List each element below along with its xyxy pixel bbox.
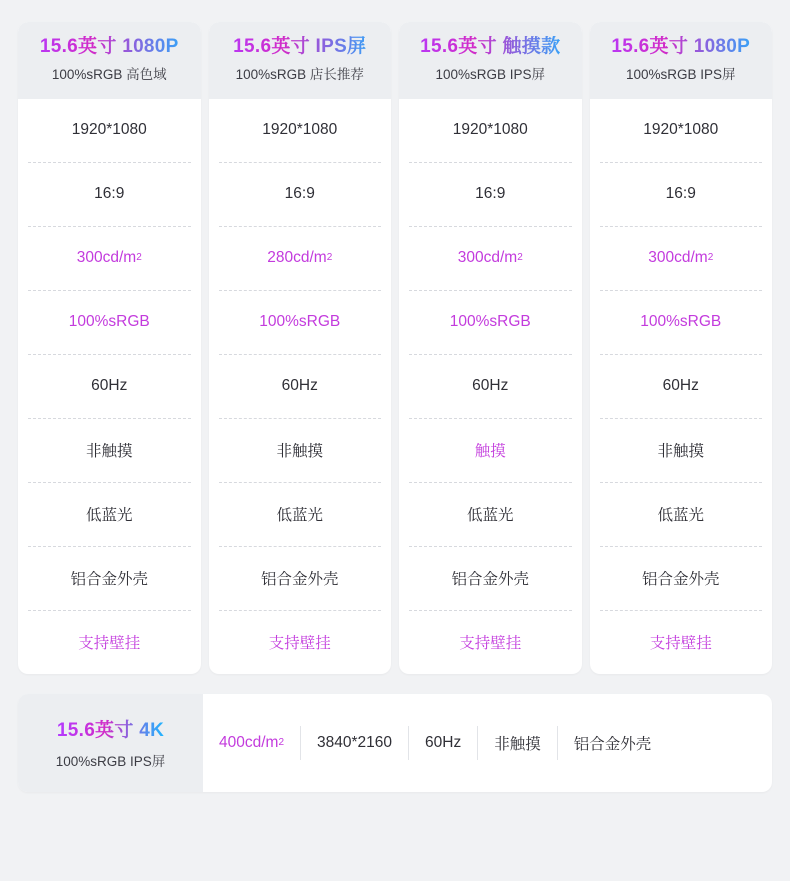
spec-row	[600, 355, 763, 419]
spec-value: 1920*1080	[643, 121, 719, 139]
spec-row	[28, 355, 191, 419]
card-title: 15.6英寸 1080P	[24, 36, 195, 59]
spec-value: 铝合金外壳	[70, 571, 148, 589]
spec-value: 低蓝光	[85, 507, 133, 525]
spec-value: 100%sRGB	[68, 313, 150, 331]
spec-row: 300cd/m 2	[600, 227, 763, 291]
spec-value: 1920*1080	[452, 121, 528, 139]
spec-cell	[478, 726, 558, 760]
spec-row	[219, 163, 382, 227]
card-header	[590, 22, 773, 99]
spec-value: 非触摸	[276, 443, 323, 461]
spec-card-grid	[18, 22, 772, 674]
spec-value: 300cd/m	[76, 249, 137, 267]
spec-value: 支持壁挂	[459, 635, 522, 653]
spec-value: 低蓝光	[657, 507, 704, 525]
spec-value: 铝合金外壳	[573, 735, 652, 753]
spec-row	[600, 163, 763, 227]
spec-value: 60Hz	[425, 733, 462, 751]
spec-row	[600, 611, 763, 674]
spec-card	[590, 22, 773, 674]
card-spec-list	[399, 99, 582, 674]
spec-value: 60Hz	[91, 377, 128, 395]
card-header	[209, 22, 392, 99]
card-header	[18, 22, 201, 99]
spec-row	[409, 483, 572, 547]
spec-value: 低蓝光	[466, 507, 514, 525]
spec-value: 60Hz	[472, 377, 509, 395]
spec-row	[28, 419, 191, 483]
card-subtitle: 100%sRGB 高色域	[51, 66, 167, 82]
spec-value: 60Hz	[281, 377, 318, 395]
spec-value: 支持壁挂	[268, 635, 331, 653]
spec-row: 280cd/m 2	[219, 227, 382, 291]
spec-value: 支持壁挂	[78, 635, 141, 653]
spec-row	[219, 291, 382, 355]
spec-value: 支持壁挂	[649, 635, 712, 653]
spec-row	[28, 547, 191, 611]
card-spec-list	[18, 99, 201, 674]
spec-row	[219, 419, 382, 483]
spec-value: 铝合金外壳	[451, 571, 529, 589]
spec-row	[28, 611, 191, 674]
spec-value: 铝合金外壳	[260, 571, 339, 589]
card-subtitle: 100%sRGB IPS屏	[55, 754, 166, 770]
spec-row	[219, 99, 382, 163]
spec-row	[219, 611, 382, 674]
spec-row	[409, 99, 572, 163]
card-subtitle: 100%sRGB 店长推荐	[235, 66, 364, 82]
spec-cell	[558, 726, 668, 760]
card-spec-list	[209, 99, 392, 674]
spec-card-4k	[18, 694, 772, 792]
spec-value: 1920*1080	[71, 121, 147, 139]
card-spec-list	[590, 99, 773, 674]
card-spec-list	[203, 694, 772, 792]
spec-card	[399, 22, 582, 674]
spec-value: 100%sRGB	[449, 313, 531, 331]
spec-value: 3840*2160	[317, 733, 393, 751]
spec-row	[28, 99, 191, 163]
spec-value: 非触摸	[657, 443, 704, 461]
spec-row: 300cd/m 2	[28, 227, 191, 291]
spec-value: 400cd/m	[219, 733, 279, 751]
spec-row	[219, 547, 382, 611]
spec-card	[209, 22, 392, 674]
spec-row	[600, 291, 763, 355]
spec-value: 300cd/m	[457, 249, 518, 267]
card-subtitle: 100%sRGB IPS屏	[435, 66, 546, 82]
spec-value: 16:9	[475, 185, 506, 203]
spec-row	[600, 419, 763, 483]
card-subtitle: 100%sRGB IPS屏	[625, 66, 736, 82]
spec-value: 60Hz	[662, 377, 699, 395]
spec-cell	[301, 726, 409, 760]
spec-value: 铝合金外壳	[641, 571, 720, 589]
spec-row	[600, 483, 763, 547]
spec-row	[600, 547, 763, 611]
spec-row	[600, 99, 763, 163]
spec-row	[409, 291, 572, 355]
card-title: 15.6英寸 触摸款	[405, 36, 576, 59]
spec-value: 非触摸	[85, 443, 133, 461]
spec-row	[28, 163, 191, 227]
spec-value: 16:9	[665, 185, 696, 203]
card-header	[18, 694, 203, 792]
spec-row	[409, 355, 572, 419]
spec-value: 100%sRGB	[259, 313, 341, 331]
spec-value: 300cd/m	[648, 249, 708, 267]
spec-value: 非触摸	[494, 735, 541, 753]
spec-cell: 400cd/m 2	[203, 726, 301, 760]
spec-row: 300cd/m 2	[409, 227, 572, 291]
spec-row	[28, 483, 191, 547]
card-title: 15.6英寸 1080P	[596, 36, 767, 59]
spec-value: 280cd/m	[267, 249, 327, 267]
spec-card	[18, 22, 201, 674]
spec-row	[219, 483, 382, 547]
card-title: 15.6英寸 IPS屏	[215, 36, 386, 59]
spec-value: 1920*1080	[262, 121, 338, 139]
spec-row	[409, 419, 572, 483]
spec-value: 16:9	[94, 185, 125, 203]
spec-value: 100%sRGB	[640, 313, 722, 331]
spec-row	[409, 611, 572, 674]
spec-row	[219, 355, 382, 419]
spec-row	[28, 291, 191, 355]
spec-row	[409, 163, 572, 227]
spec-row	[409, 547, 572, 611]
card-title: 15.6英寸 4K	[57, 715, 164, 742]
spec-value: 16:9	[284, 185, 315, 203]
spec-value: 触摸	[474, 443, 506, 461]
spec-cell	[409, 726, 478, 760]
card-header	[399, 22, 582, 99]
spec-value: 低蓝光	[276, 507, 323, 525]
